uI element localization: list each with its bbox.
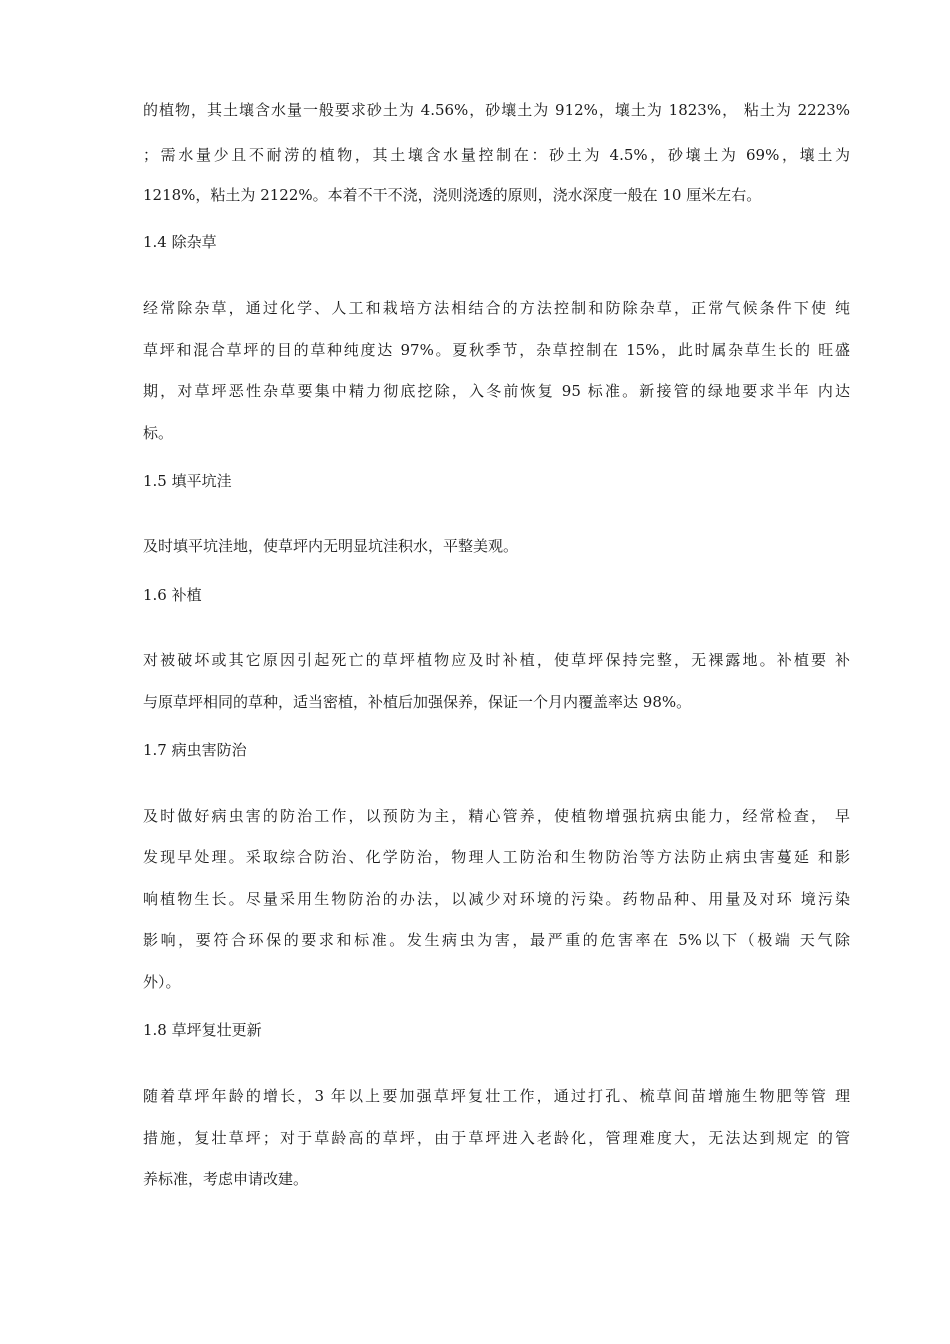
paragraph-line: 措施，复壮草坪；对于草龄高的草坪，由于草坪进入老龄化，管理难度大，无法达到规定 的管 [143, 1129, 850, 1147]
paragraph-line: 对被破坏或其它原因引起死亡的草坪植物应及时补植，使草坪保持完整，无裸露地。补植要 补 [143, 651, 850, 669]
paragraph-line: 标。 [143, 424, 174, 442]
paragraph-line: 影响，要符合环保的要求和标准。发生病虫为害，最严重的危害率在 5%以下（极端 天气除 [143, 931, 850, 949]
paragraph-line: 及时做好病虫害的防治工作，以预防为主，精心管养，使植物增强抗病虫能力，经常检查， 早 [143, 807, 850, 825]
paragraph-line: 期，对草坪恶性杂草要集中精力彻底挖除，入冬前恢复 95 标准。新接管的绿地要求半年 内达 [143, 382, 850, 400]
paragraph-line: 响植物生长。尽量采用生物防治的办法，以减少对环境的污染。药物品种、用量及对环 境污染 [143, 890, 850, 908]
paragraph-line: 随着草坪年龄的增长，3 年以上要加强草坪复壮工作，通过打孔、梳草间苗增施生物肥等管 理 [143, 1087, 850, 1105]
paragraph-line: 养标准，考虑申请改建。 [143, 1170, 309, 1188]
section-heading-pest-control: 1.7 病虫害防治 [143, 741, 247, 759]
paragraph-line: 发现早处理。采取综合防治、化学防治，物理人工防治和生物防治等方法防止病虫害蔓延 和影 [143, 848, 850, 866]
section-heading-weeding: 1.4 除杂草 [143, 233, 217, 251]
section-heading-fill-depressions: 1.5 填平坑洼 [143, 472, 232, 490]
paragraph-line: 与原草坪相同的草种，适当密植，补植后加强保养，保证一个月内覆盖率达 98%。 [143, 693, 692, 711]
paragraph-line: 外）。 [143, 973, 181, 991]
intro-line-2: ；需水量少且不耐涝的植物，其土壤含水量控制在：砂土为 4.5%，砂壤土为 69%，壤土为 [143, 146, 850, 164]
paragraph-line: 经常除杂草，通过化学、人工和栽培方法相结合的方法控制和防除杂草，正常气候条件下使 纯 [143, 299, 850, 317]
section-heading-lawn-renewal: 1.8 草坪复壮更新 [143, 1021, 262, 1039]
section-heading-replanting: 1.6 补植 [143, 586, 202, 604]
paragraph-line: 草坪和混合草坪的目的草种纯度达 97%。夏秋季节，杂草控制在 15%，此时属杂草生长的 旺盛 [143, 341, 850, 359]
intro-line-3: 1218%，粘土为 2122%。本着不干不浇，浇则浇透的原则，浇水深度一般在 10 厘米左右。 [143, 186, 762, 204]
paragraph-line: 及时填平坑洼地，使草坪内无明显坑洼积水，平整美观。 [143, 537, 519, 555]
intro-line-1: 的植物，其土壤含水量一般要求砂土为 4.56%，砂壤土为 912%，壤土为 1823%， 粘土为 2223% [143, 101, 850, 119]
